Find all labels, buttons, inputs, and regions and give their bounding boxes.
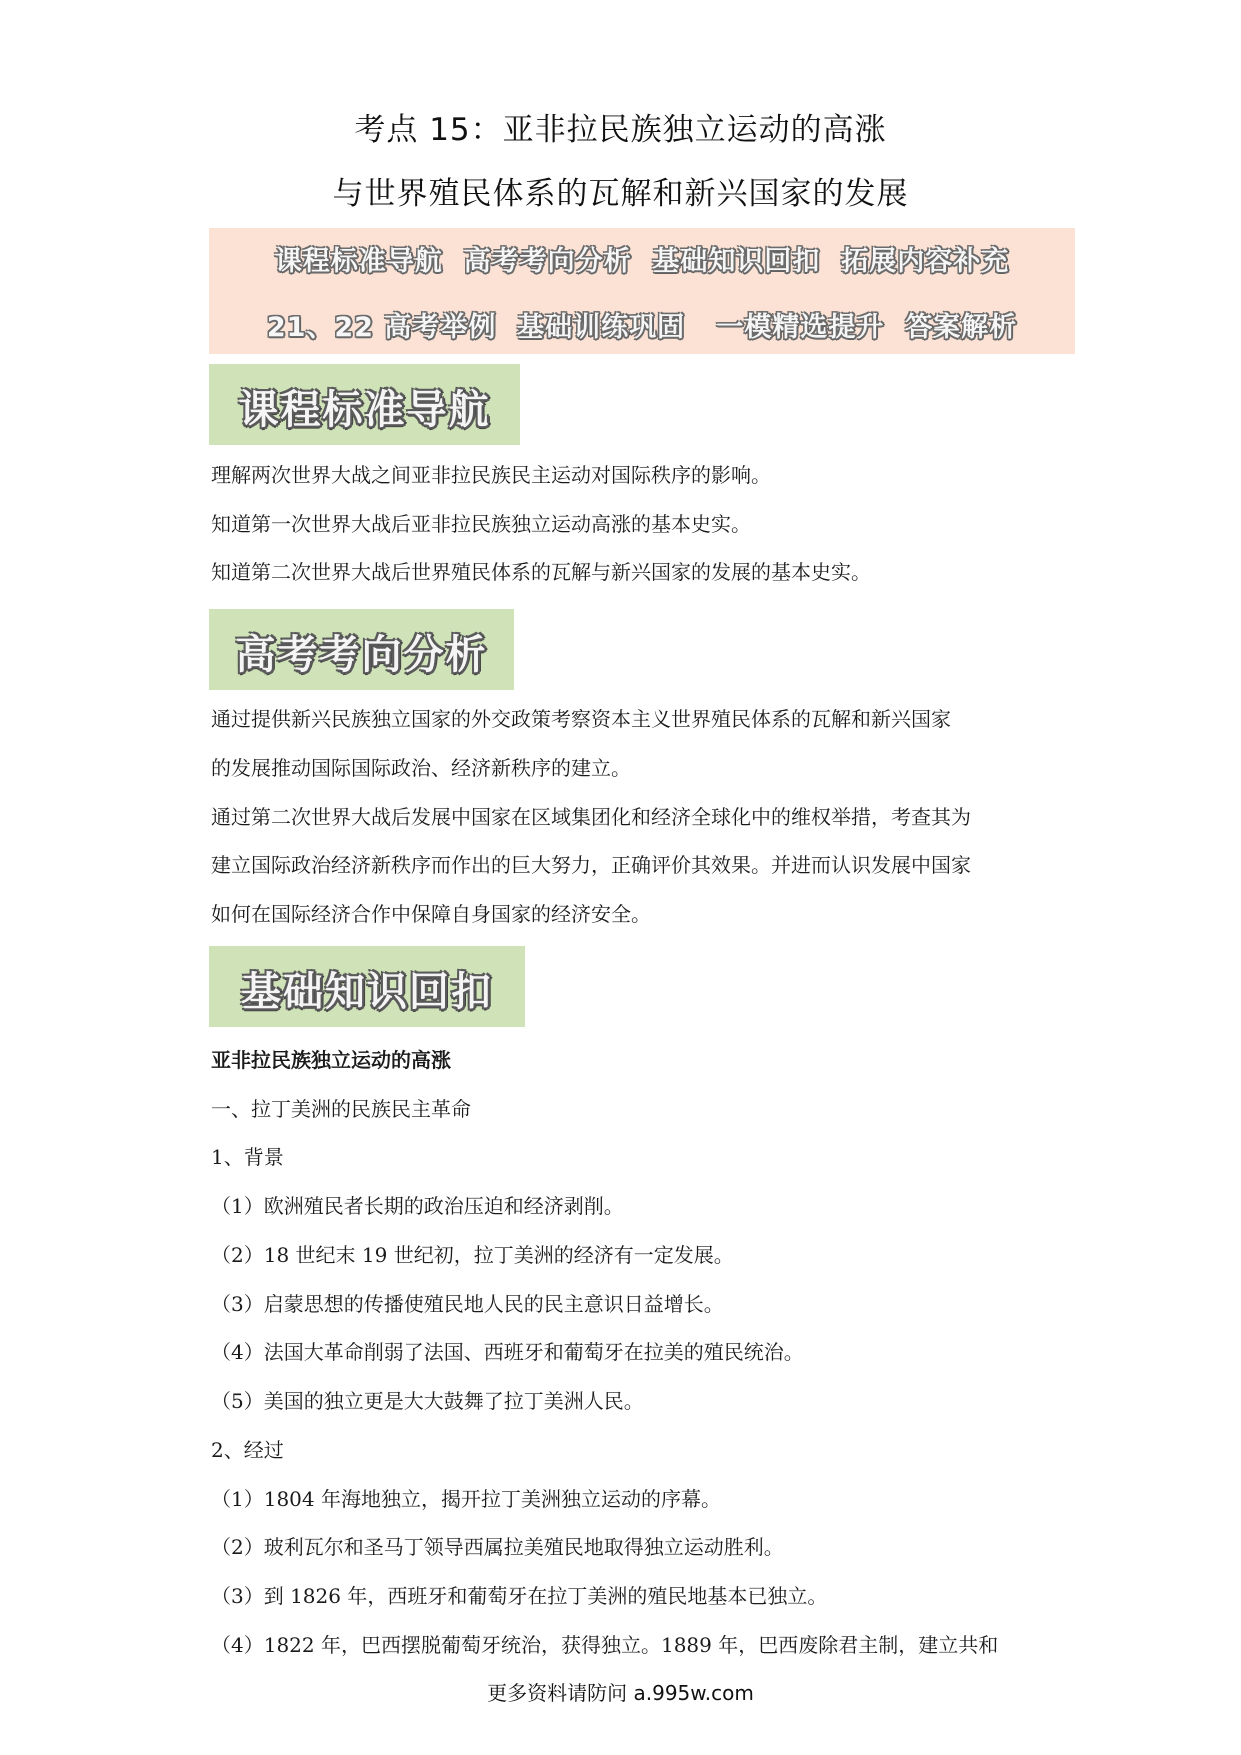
basics-line-3: （1）欧洲殖民者长期的政治压迫和经济剥削。 (211, 1194, 624, 1218)
standards-line-1: 理解两次世界大战之间亚非拉民族民主运动对国际秩序的影响。 (211, 463, 771, 487)
page-title-line-1: 考点 15：亚非拉民族独立运动的高涨 (354, 112, 887, 148)
basics-line-10: （2）玻利瓦尔和圣马丁领导西属拉美殖民地取得独立运动胜利。 (211, 1535, 784, 1559)
basics-line-1: 一、拉丁美洲的民族民主革命 (211, 1097, 471, 1121)
navigation-row-2 (209, 305, 1075, 344)
analysis-line-3: 通过第二次世界大战后发展中国家在区域集团化和经济全球化中的维权举措，考查其为 (211, 805, 971, 829)
page-footer-link[interactable]: 更多资料请防问 a.995w.com (487, 1681, 754, 1705)
basics-line-6: （4）法国大革命削弱了法国、西班牙和葡萄牙在拉美的殖民统治。 (211, 1340, 804, 1364)
nav-link-answers[interactable]: 答案解析 (905, 312, 1018, 343)
standards-line-2: 知道第一次世界大战后亚非拉民族独立运动高涨的基本史实。 (211, 512, 751, 536)
section-banner-label: 高考考向分析 (235, 632, 488, 678)
section-banner-label: 课程标准导航 (238, 387, 491, 433)
nav-link-basics[interactable]: 基础知识回扣 (652, 246, 821, 277)
analysis-line-5: 如何在国际经济合作中保障自身国家的经济安全。 (211, 902, 651, 926)
basics-line-8: 2、经过 (211, 1438, 284, 1462)
analysis-line-1: 通过提供新兴民族独立国家的外交政策考察资本主义世界殖民体系的瓦解和新兴国家 (211, 707, 951, 731)
nav-link-standards[interactable]: 课程标准导航 (274, 246, 443, 277)
nav-link-analysis[interactable]: 高考考向分析 (463, 246, 632, 277)
basics-line-4: （2）18 世纪末 19 世纪初，拉丁美洲的经济有一定发展。 (211, 1243, 734, 1267)
nav-link-mock-selection[interactable]: 一模精选提升 (716, 312, 885, 343)
analysis-line-4: 建立国际政治经济新秩序而作出的巨大努力，正确评价其效果。并进而认识发展中国家 (211, 853, 971, 877)
analysis-line-2: 的发展推动国际国际政治、经济新秩序的建立。 (211, 756, 631, 780)
nav-link-training[interactable]: 基础训练巩固 (517, 312, 686, 343)
section-banner-basics (209, 946, 525, 1027)
basics-line-2: 1、背景 (211, 1145, 284, 1169)
section-banner-standards (209, 364, 520, 445)
page-title-line-2: 与世界殖民体系的瓦解和新兴国家的发展 (332, 176, 909, 212)
navigation-row-1 (209, 239, 1075, 278)
section-banner-label: 基础知识回扣 (241, 969, 493, 1015)
nav-link-extension[interactable]: 拓展内容补充 (841, 246, 1010, 277)
basics-line-9: （1）1804 年海地独立，揭开拉丁美洲独立运动的序幕。 (211, 1487, 721, 1511)
basics-line-11: （3）到 1826 年，西班牙和葡萄牙在拉丁美洲的殖民地基本已独立。 (211, 1584, 828, 1608)
section-banner-analysis (209, 609, 514, 690)
basics-line-12: （4）1822 年，巴西摆脱葡萄牙统治，获得独立。1889 年，巴西废除君主制，建立共和 (211, 1633, 999, 1657)
nav-link-exam-examples[interactable]: 21、22 高考举例 (266, 312, 497, 343)
basics-line-5: （3）启蒙思想的传播使殖民地人民的民主意识日益增长。 (211, 1292, 724, 1316)
navigation-box (209, 228, 1075, 354)
standards-line-3: 知道第二次世界大战后世界殖民体系的瓦解与新兴国家的发展的基本史实。 (211, 560, 871, 584)
basics-line-7: （5）美国的独立更是大大鼓舞了拉丁美洲人民。 (211, 1389, 644, 1413)
basics-heading: 亚非拉民族独立运动的高涨 (211, 1048, 451, 1072)
